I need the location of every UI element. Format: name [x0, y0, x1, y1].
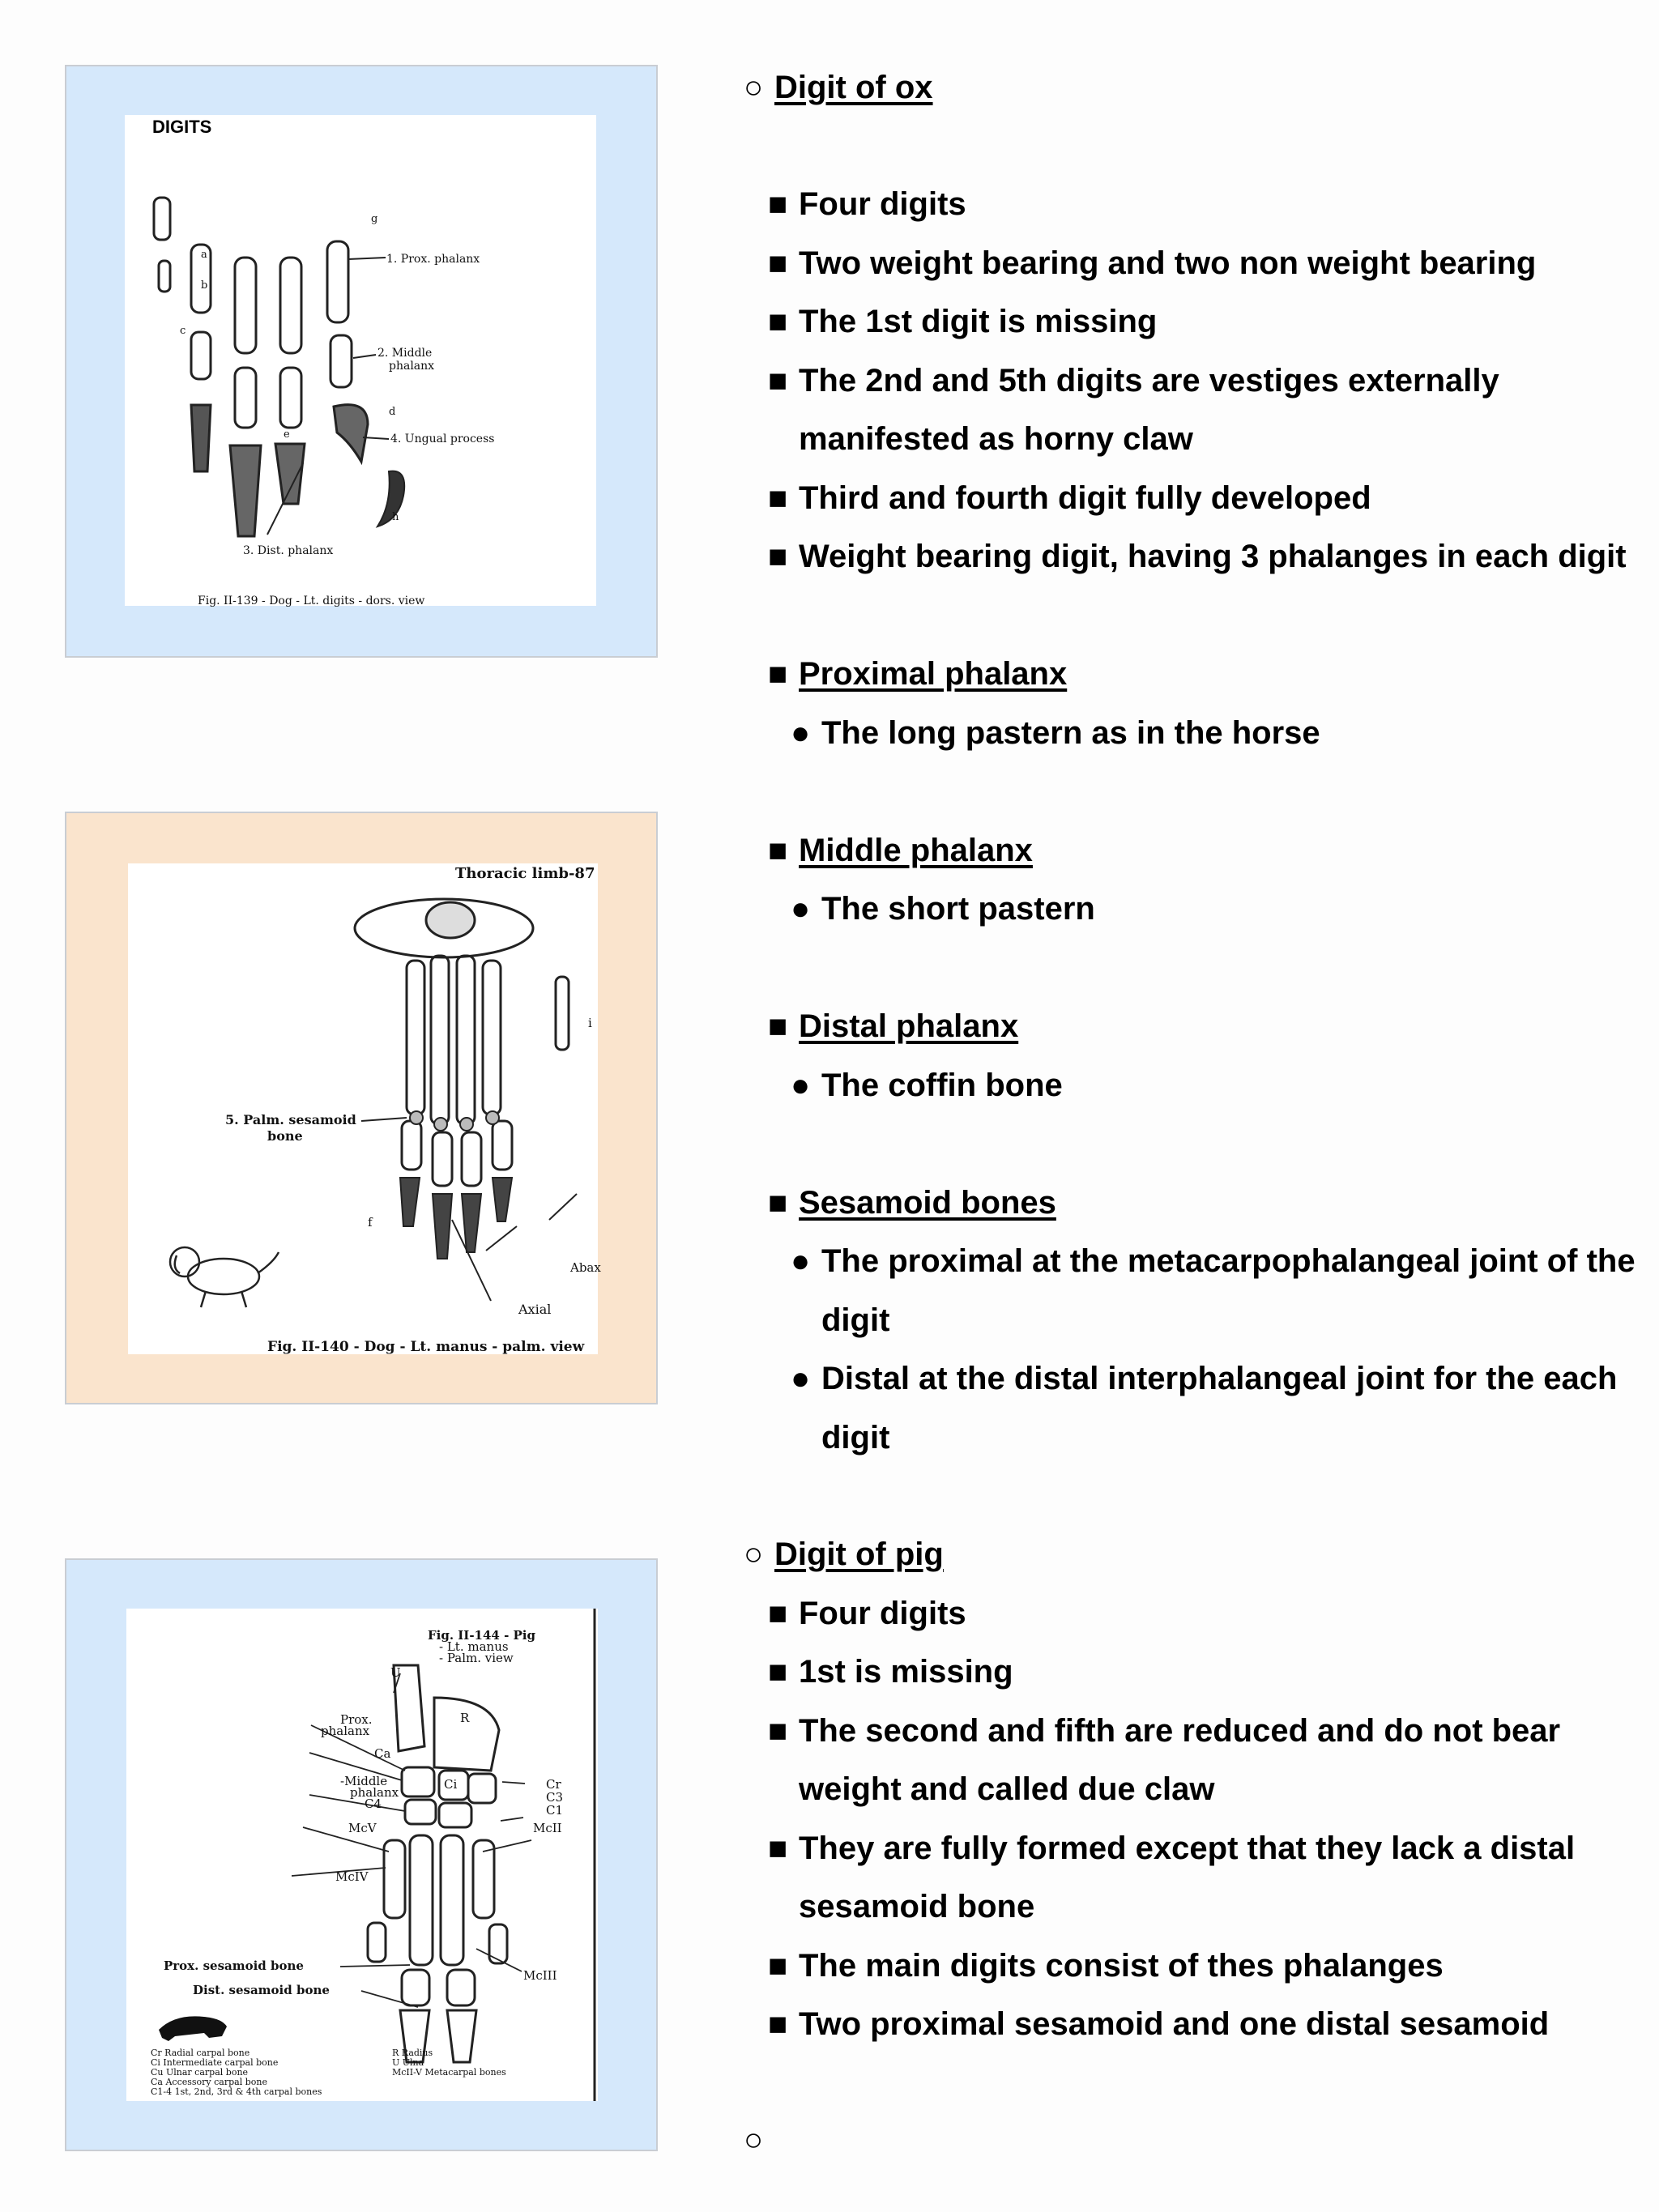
fig3-label-prox-phalanx: Prox. [340, 1712, 373, 1727]
ox-heading-row [744, 68, 933, 107]
fig3-label-r: R [460, 1711, 470, 1725]
list-item-continuation: manifested as horny claw [799, 421, 1193, 457]
figure-image [126, 1609, 598, 2101]
metacarpal [457, 956, 475, 1124]
fig3-label-middle-phalanx: phalanx [350, 1785, 399, 1800]
fig2-label: i [588, 1016, 592, 1030]
bone [159, 261, 170, 292]
sub-item-continuation: digit [821, 1302, 890, 1338]
item-text: 1st is missing [799, 1654, 1013, 1690]
list-item-continuation: weight and called due claw [799, 1771, 1215, 1807]
sesamoid [410, 1111, 423, 1124]
square-bullet-icon: ■ [768, 2006, 788, 2042]
item-text: The long pastern as in the horse [821, 715, 1320, 751]
figure-dog-digits [65, 65, 658, 658]
fig1-label: 1. Prox. phalanx [386, 253, 480, 266]
metacarpal [483, 961, 501, 1115]
sesamoid [460, 1118, 473, 1131]
item-text: The 2nd and 5th digits are vestiges externally [799, 363, 1499, 399]
fig3-label-prox-sesamoid: Prox. sesamoid bone [164, 1958, 304, 1973]
phalanx [462, 1132, 481, 1186]
fig2-header: Thoracic limb-87 [455, 865, 595, 882]
sesamoid [434, 1118, 447, 1131]
phalanx [402, 1121, 421, 1170]
pig-manus-illustration [126, 1609, 598, 2101]
square-bullet-icon: ■ [768, 480, 788, 516]
dog-cartoon [170, 1247, 279, 1307]
item-text: The main digits consist of thes phalanges [799, 1948, 1444, 1984]
figure-dog-manus [65, 812, 658, 1404]
square-bullet-icon: ■ [768, 363, 788, 399]
list-item [768, 1946, 1444, 1985]
leader-line [363, 437, 389, 439]
item-text: Four digits [799, 186, 966, 222]
carpal-bone [426, 902, 475, 938]
fig3-label-dist-sesamoid: Dist. sesamoid bone [193, 1983, 330, 1997]
claw [462, 1194, 481, 1252]
fig3-label-middle-phalanx: -Middle [340, 1774, 388, 1788]
fig2-label: f [368, 1215, 373, 1230]
fig1-label: 3. Dist. phalanx [243, 544, 334, 557]
bone [327, 241, 348, 322]
square-bullet-icon: ■ [768, 656, 788, 692]
square-bullet-icon: ■ [768, 539, 788, 574]
square-bullet-icon: ■ [768, 1948, 788, 1984]
leader-line [353, 355, 376, 358]
fig1-header: DIGITS [152, 117, 212, 137]
hollow-bullet-icon: ○ [744, 2122, 764, 2158]
list-item [768, 831, 1033, 870]
fig1-letter: g [371, 213, 378, 225]
fig3-title-line: Fig. II-144 - Pig [428, 1628, 535, 1643]
dog-manus-illustration [128, 863, 601, 1355]
fig3-label-ci: Ci [444, 1777, 458, 1792]
bone [280, 258, 301, 353]
item-text: The coffin bone [821, 1068, 1063, 1103]
legend-item: Cr Radial carpal bone [151, 2048, 250, 2058]
list-item [768, 1007, 1018, 1046]
list-item [768, 244, 1536, 283]
fig3-label-c3: C3 [546, 1790, 564, 1805]
legend-item: U Ulna [392, 2057, 424, 2068]
fig3-label-c1: C1 [546, 1803, 564, 1818]
fig2-label: 5. Palm. sesamoid [225, 1112, 356, 1127]
square-bullet-icon: ■ [768, 304, 788, 339]
list-item [768, 537, 1627, 576]
item-text: Distal at the distal interphalangeal joint for the each [821, 1361, 1618, 1396]
empty-list-row [744, 2120, 774, 2159]
ses-heading: Sesamoid bones [799, 1185, 1056, 1221]
square-bullet-icon: ■ [768, 1654, 788, 1690]
dewclaw [556, 977, 569, 1050]
list-item [768, 1652, 1013, 1691]
leader-line [549, 1194, 577, 1220]
list-item [768, 1711, 1560, 1750]
figure-image [128, 863, 601, 1355]
mid-heading: Middle phalanx [799, 833, 1033, 868]
phalanx [493, 1121, 512, 1170]
fig3-label-mciii: McIII [523, 1968, 557, 1983]
list-item-continuation: sesamoid bone [799, 1889, 1035, 1924]
dot-bullet-icon: ● [791, 891, 811, 927]
list-item [768, 361, 1499, 400]
hollow-bullet-icon: ○ [744, 1536, 764, 1572]
dog-digits-illustration [125, 115, 596, 606]
square-bullet-icon: ■ [768, 1713, 788, 1749]
item-text: Two proximal sesamoid and one distal sesamoid [799, 2006, 1550, 2042]
square-bullet-icon: ■ [768, 1008, 788, 1044]
sub-item [791, 1242, 1636, 1281]
legend-item: Cu Ulnar carpal bone [151, 2067, 249, 2078]
list-item [768, 185, 966, 224]
dot-bullet-icon: ● [791, 715, 811, 751]
square-bullet-icon: ■ [768, 186, 788, 222]
legend-item: McII-V Metacarpal bones [392, 2067, 506, 2078]
bone [191, 405, 211, 471]
square-bullet-icon: ■ [768, 833, 788, 868]
bone [280, 368, 301, 428]
list-item [768, 1183, 1056, 1222]
fig3-label-ca: Ca [374, 1746, 391, 1761]
claw [433, 1194, 452, 1259]
pig-heading-row [744, 1535, 944, 1574]
fig2-label: Axial [518, 1302, 552, 1317]
fig1-letter: a [201, 249, 207, 261]
phalanx [433, 1132, 452, 1186]
fig1-label: 4. Ungual process [390, 433, 495, 445]
square-bullet-icon: ■ [768, 1831, 788, 1866]
legend-item: C1-4 1st, 2nd, 3rd & 4th carpal bones [151, 2086, 322, 2097]
fig1-letter: c [180, 325, 186, 337]
fig3-label-cr: Cr [546, 1777, 561, 1792]
fig1-letter: d [389, 406, 396, 418]
dot-bullet-icon: ● [791, 1361, 811, 1396]
dist-heading: Distal phalanx [799, 1008, 1019, 1044]
bone [377, 471, 404, 526]
figure-pig-manus [65, 1558, 658, 2151]
square-bullet-icon: ■ [768, 1185, 788, 1221]
leader-line [361, 1118, 407, 1121]
list-item [768, 654, 1067, 693]
legend-item: Ci Intermediate carpal bone [151, 2057, 279, 2068]
legend-item: R Radius [392, 2048, 433, 2058]
fig3-label-mciv: McIV [335, 1869, 369, 1884]
pig-bones [368, 1665, 507, 2062]
bone [191, 332, 211, 379]
fig3-label-mcv: McV [348, 1821, 377, 1835]
hollow-bullet-icon: ○ [744, 70, 764, 105]
claw [493, 1178, 512, 1221]
figure-image [125, 115, 596, 606]
fig2-label: Abax [570, 1260, 601, 1275]
square-bullet-icon: ■ [768, 1596, 788, 1631]
fig3-label-c4: C4 [365, 1796, 382, 1811]
sub-item [791, 714, 1320, 752]
item-text: The proximal at the metacarpophalangeal joint of the [821, 1243, 1636, 1279]
item-text: Four digits [799, 1596, 966, 1631]
sub-item-continuation: digit [821, 1420, 890, 1455]
fig1-label: phalanx [389, 360, 435, 373]
item-text: They are fully formed except that they lack a distal [799, 1831, 1576, 1866]
dot-bullet-icon: ● [791, 1068, 811, 1103]
leader-line [348, 258, 386, 259]
bone [235, 258, 256, 353]
fig3-label-mcii: McII [533, 1821, 562, 1835]
sesamoid [486, 1111, 499, 1124]
list-item [768, 479, 1371, 518]
item-text: The short pastern [821, 891, 1095, 927]
fig1-letter: h [392, 511, 399, 523]
fig1-letter: b [201, 279, 208, 292]
metacarpal [407, 961, 424, 1115]
item-text: Two weight bearing and two non weight bearing [799, 245, 1537, 281]
claw [400, 1178, 420, 1226]
fig2-caption: Fig. II-140 - Dog - Lt. manus - palm. view [267, 1339, 585, 1355]
sub-item [791, 1066, 1063, 1105]
list-item [768, 2005, 1549, 2044]
fig1-label: 2. Middle [377, 347, 433, 360]
dot-bullet-icon: ● [791, 1243, 811, 1279]
square-bullet-icon: ■ [768, 245, 788, 281]
sub-item [791, 889, 1095, 928]
list-item [768, 302, 1157, 341]
pig-heading: Digit of pig [774, 1536, 944, 1572]
item-text: The second and fifth are reduced and do not bear [799, 1713, 1561, 1749]
pig-silhouette [159, 2016, 227, 2041]
bone [334, 405, 368, 462]
bone [235, 368, 256, 428]
metacarpal [431, 956, 449, 1124]
legend-item: Ca Accessory carpal bone [151, 2077, 267, 2087]
bone [154, 198, 170, 240]
fig3-label-u: U [390, 1665, 401, 1680]
ox-heading: Digit of ox [774, 70, 933, 105]
item-text: Third and fourth digit fully developed [799, 480, 1371, 516]
bone [275, 444, 305, 504]
fig1-letter: e [284, 428, 290, 441]
list-item [768, 1594, 966, 1633]
fig3-title-line: - Lt. manus [439, 1639, 509, 1654]
bone [331, 335, 352, 387]
prox-heading: Proximal phalanx [799, 656, 1068, 692]
item-text: Weight bearing digit, having 3 phalanges in each digit [799, 539, 1627, 574]
bone [230, 445, 261, 536]
sub-item [791, 1359, 1617, 1398]
list-item [768, 1829, 1575, 1868]
fig1-caption: Fig. II-139 - Dog - Lt. digits - dors. view [198, 595, 425, 607]
item-text: The 1st digit is missing [799, 304, 1158, 339]
leader-line [486, 1226, 517, 1251]
fig3-title-line: - Palm. view [439, 1651, 514, 1665]
fig2-label: bone [267, 1128, 303, 1144]
fig3-label-prox-phalanx: phalanx [321, 1724, 370, 1738]
